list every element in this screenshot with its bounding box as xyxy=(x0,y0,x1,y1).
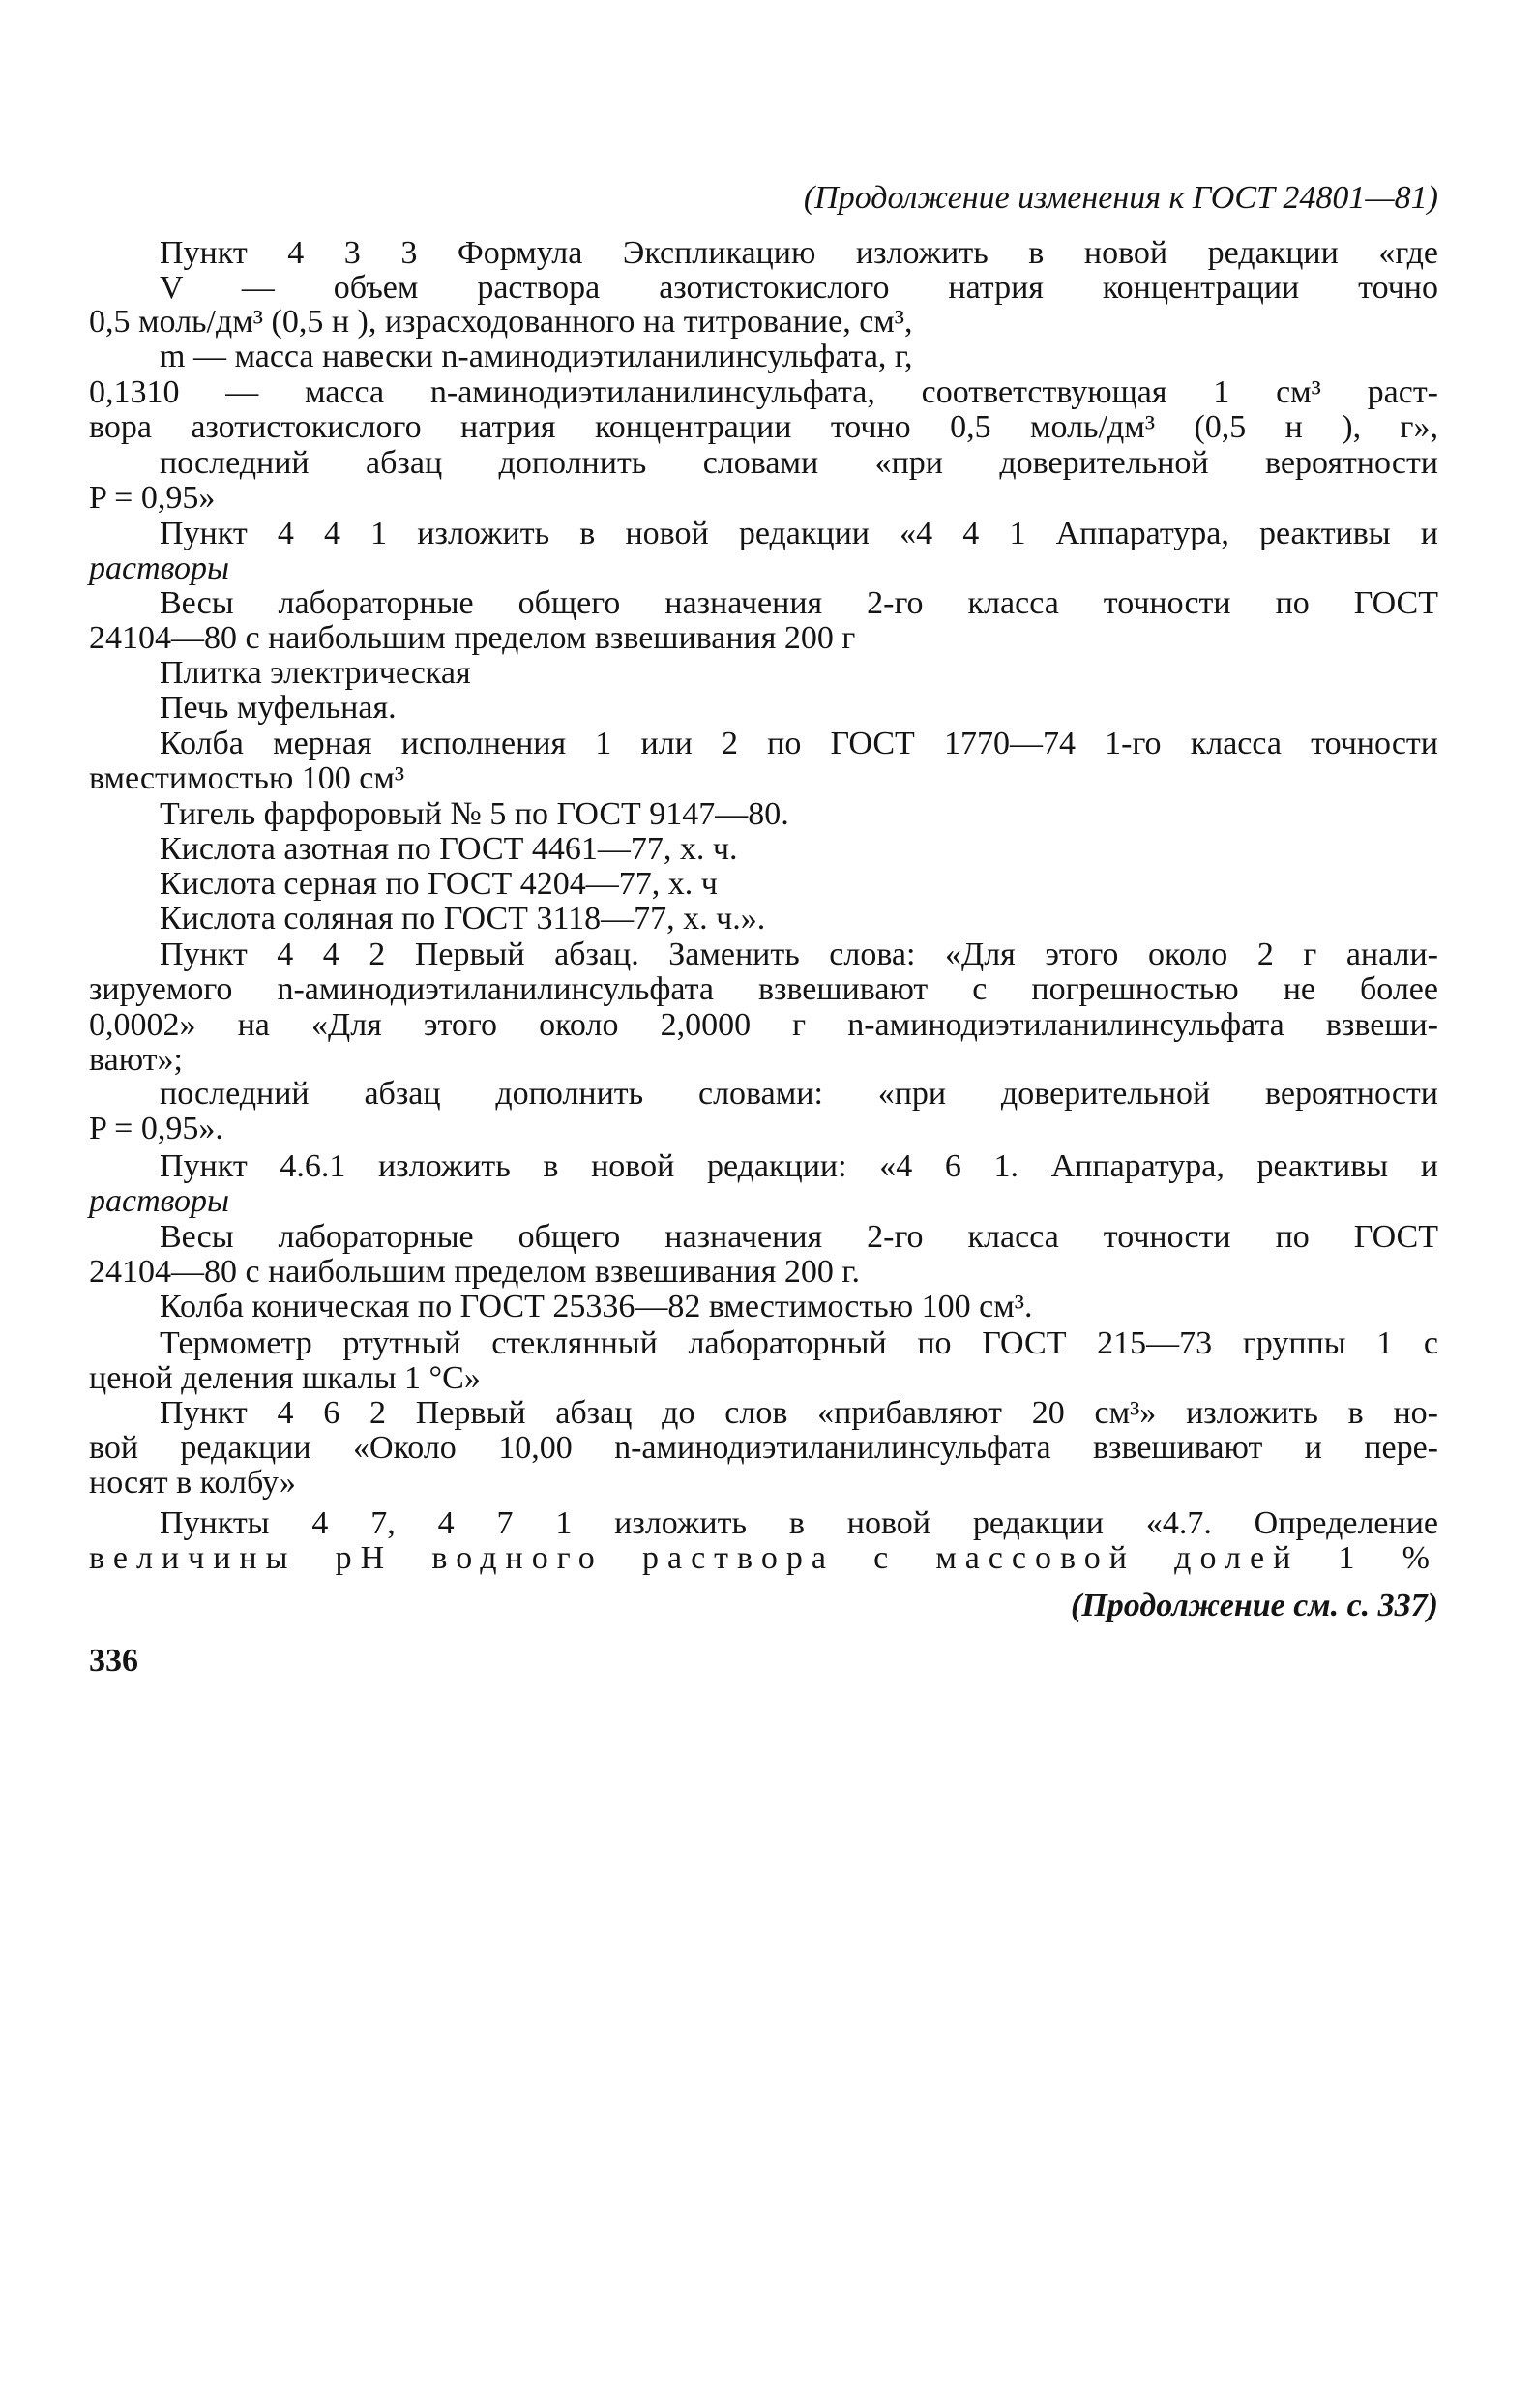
text-line: Пункт 4 6 2 Первый абзац до слов «прибавляют 20 см³» изложить в но- xyxy=(160,1395,1438,1431)
text-line: Печь муфельная. xyxy=(160,690,397,726)
text-line: 0,0002» на «Для этого около 2,0000 г n-аминодиэтиланилинсульфата взвеши- xyxy=(89,1007,1438,1043)
text-line: Плитка электрическая xyxy=(160,655,471,691)
text-line: Пункт 4.6.1 изложить в новой редакции: «4 6 1. Аппаратура, реактивы и xyxy=(160,1148,1438,1184)
text-line: Пункты 4 7, 4 7 1 изложить в новой редакции «4.7. Определение xyxy=(160,1505,1438,1541)
text-line: 0,1310 — масса n-аминодиэтиланилинсульфата, соответствующая 1 см³ раст- xyxy=(89,374,1438,410)
text-line: Кислота соляная по ГОСТ 3118—77, х. ч.». xyxy=(160,901,766,936)
text-line: Пункт 4 4 2 Первый абзац. Заменить слова: «Для этого около 2 г анали- xyxy=(160,936,1438,972)
text-line: последний абзац дополнить словами: «при доверительной вероятности xyxy=(160,1076,1438,1112)
text-line: Весы лабораторные общего назначения 2-го класса точности по ГОСТ xyxy=(160,1219,1438,1255)
page-header: (Продолжение изменения к ГОСТ 24801—81) xyxy=(803,180,1438,216)
text-line: носят в колбу» xyxy=(89,1465,296,1501)
text-line: 24104—80 с наибольшим пределом взвешивания 200 г xyxy=(89,620,856,656)
text-line: растворы xyxy=(89,550,229,586)
text-line: вой редакции «Около 10,00 n-аминодиэтиланилинсульфата взвешивают и пере- xyxy=(89,1430,1438,1466)
continued-note: (Продолжение см. с. 337) xyxy=(1071,1588,1438,1623)
text-line: Кислота азотная по ГОСТ 4461—77, х. ч. xyxy=(160,831,738,867)
text-line: Колба мерная исполнения 1 или 2 по ГОСТ 1770—74 1-го класса точности xyxy=(160,726,1438,761)
text-line: Весы лабораторные общего назначения 2-го класса точности по ГОСТ xyxy=(160,585,1438,621)
text-line: ценой деления шкалы 1 °С» xyxy=(89,1360,481,1396)
text-line: P = 0,95» xyxy=(89,480,216,516)
text-line: Пункт 4 3 3 Формула Экспликацию изложить в новой редакции «где xyxy=(160,235,1438,271)
text-line: зируемого n-аминодиэтиланилинсульфата взвешивают с погрешностью не более xyxy=(89,971,1438,1007)
text-line: Пункт 4 4 1 изложить в новой редакции «4 4 1 Аппаратура, реактивы и xyxy=(160,516,1438,551)
text-line: 0,5 моль/дм³ (0,5 н ), израсходованного на титрование, см³, xyxy=(89,304,913,340)
text-line: Колба коническая по ГОСТ 25336—82 вместимостью 100 см³. xyxy=(160,1289,1033,1324)
text-line: вора азотистокислого натрия концентрации точно 0,5 моль/дм³ (0,5 н ), г», xyxy=(89,409,1438,445)
text-line: P = 0,95». xyxy=(89,1111,223,1146)
text-line: растворы xyxy=(89,1183,229,1219)
text-line: m — масса навески n-аминодиэтиланилинсульфата, г, xyxy=(160,339,913,374)
text-line: последний абзац дополнить словами «при доверительной вероятности xyxy=(160,445,1438,481)
text-line: Тигель фарфоровый № 5 по ГОСТ 9147—80. xyxy=(160,796,789,832)
text-line: 24104—80 с наибольшим пределом взвешивания 200 г. xyxy=(89,1254,860,1290)
text-line: Термометр ртутный стеклянный лабораторный по ГОСТ 215—73 группы 1 с xyxy=(160,1325,1438,1361)
text-line: V — объем раствора азотистокислого натрия концентрации точно xyxy=(160,270,1438,306)
text-line: величины pH водного раствора с массовой долей 1 % xyxy=(89,1540,1438,1576)
page-number: 336 xyxy=(89,1643,138,1679)
text-line: вместимостью 100 см³ xyxy=(89,760,405,796)
text-line: вают»; xyxy=(89,1042,183,1078)
text-line: Кислота серная по ГОСТ 4204—77, х. ч xyxy=(160,866,718,902)
